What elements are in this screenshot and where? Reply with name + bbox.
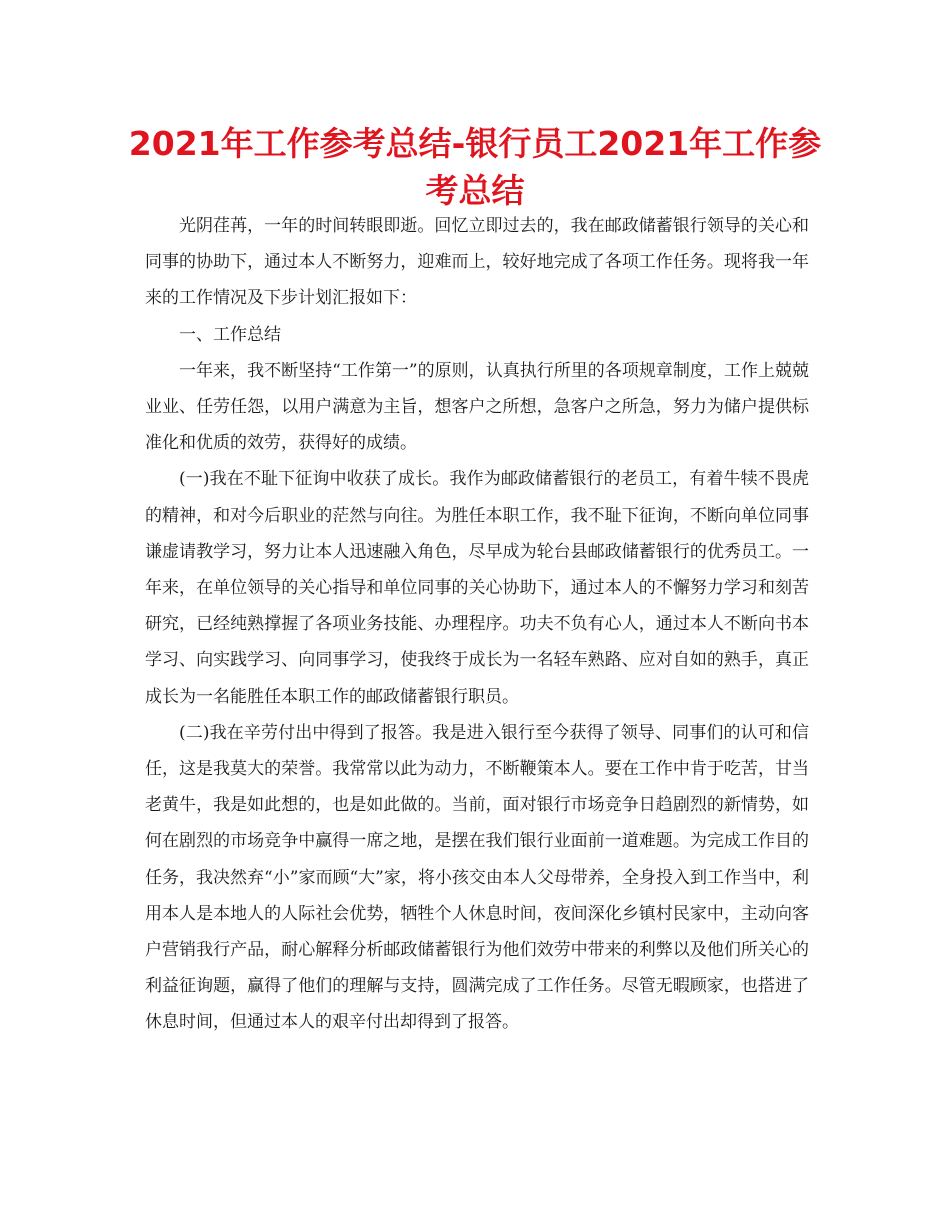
section-heading: 一、工作总结 bbox=[179, 324, 281, 345]
intro-paragraph: 光阴荏苒，一年的时间转眼即逝。回忆立即过去的，我在邮政储蓄银行领导的关心和同事的协助下，通过本人不断努力，迎难而上，较好地完成了各项工作任务。现将我一年来的工作情况及下步计划汇报如下： bbox=[145, 216, 809, 309]
body-paragraph: (二)我在辛劳付出中得到了报答。我是进入银行至今获得了领导、同事们的认可和信任，这是我莫大的荣誉。我常常以此为动力，不断鞭策本人。要在工作中肯于吃苦，甘当老黄牛，我是如此想的，也是如此做的。当前，面对银行市场竞争日趋剧烈的新情势，如何在剧烈的市场竞争中赢得一席之地，是摆在我们银行业面前一道难题。为完成工作目的任务，我决然弃“小”家而顾“大”家，将小孩交由本人父母带养，全身投入到工作当中，利用本人是本地人的人际社会优势，牺牲个人休息时间，夜间深化乡镇村民家中，主动向客户营销我行产品，耐心解释分析邮政储蓄银行为他们效劳中带来的利弊以及他们所关心的利益征询题，赢得了他们的理解与支持，圆满完成了工作任务。尽管无暇顾家，也搭进了休息时间，但通过本人的艰辛付出却得到了报答。 bbox=[145, 722, 809, 1033]
document-title: 2021年工作参考总结-银行员工2021年工作参考总结 bbox=[128, 124, 822, 210]
body-paragraph: (一)我在不耻下征询中收获了成长。我作为邮政储蓄银行的老员工，有着牛犊不畏虎的精神，和对今后职业的茫然与向往。为胜任本职工作，我不耻下征询，不断向单位同事谦虚请教学习，努力让本人迅速融入角色，尽早成为轮台县邮政储蓄银行的优秀员工。一年来，在单位领导的关心指导和单位同事的关心协助下，通过本人的不懈努力学习和刻苦研究，已经纯熟撑握了各项业务技能、办理程序。功夫不负有心人，通过本人不断向书本学习、向实践学习、向同事学习，使我终于成长为一名轻车熟路、应对自如的熟手，真正成长为一名能胜任本职工作的邮政储蓄银行职员。 bbox=[145, 469, 809, 707]
body-paragraph: 一年来，我不断坚持“工作第一”的原则，认真执行所里的各项规章制度，工作上兢兢业业、任劳任怨，以用户满意为主旨，想客户之所想，急客户之所急，努力为储户提供标准化和优质的效劳，获得好的成绩。 bbox=[145, 360, 809, 454]
document-body bbox=[145, 208, 809, 1041]
